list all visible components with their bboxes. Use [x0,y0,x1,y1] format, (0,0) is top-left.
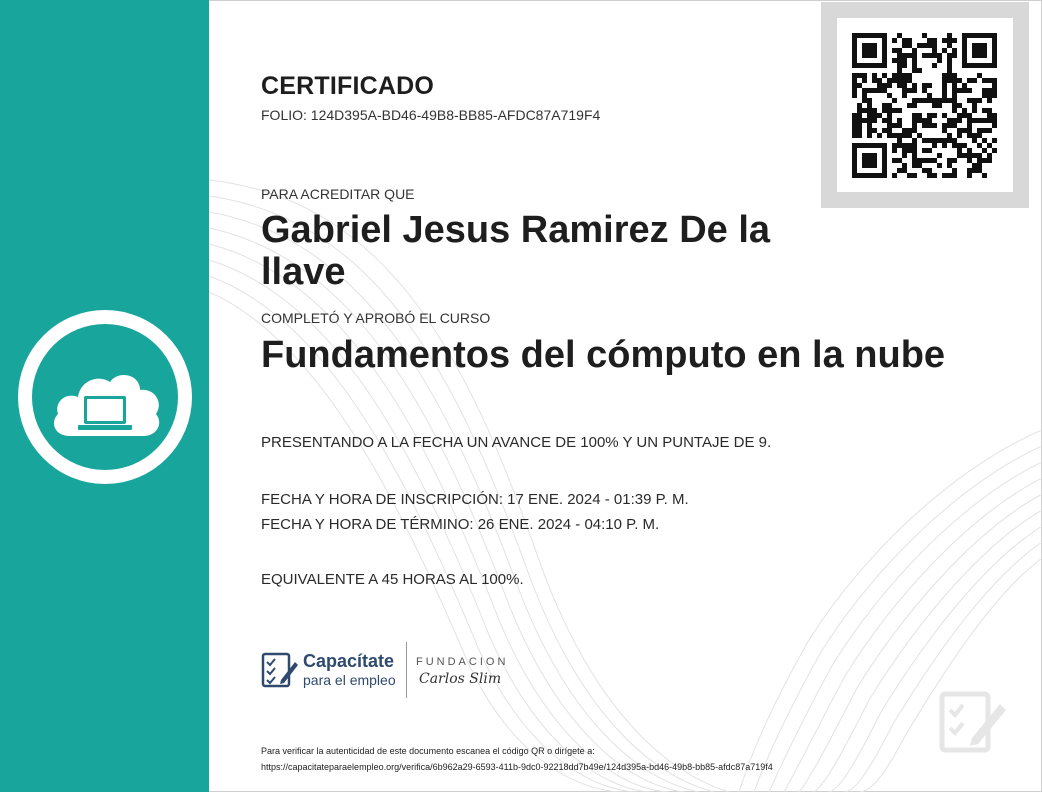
course-name: Fundamentos del cómputo en la nube [261,334,946,376]
verification-instruction: Para verificar la autenticidad de este documento escanea el código QR o dirígete a: [261,746,595,756]
certificate-title: CERTIFICADO [261,72,435,100]
completion-datetime: FECHA Y HORA DE TÉRMINO: 26 ENE. 2024 - 04:10 P. M. [261,516,660,533]
capacitate-title: Capacítate [303,651,395,671]
certificate-pen-icon [938,684,1008,756]
completed-label: COMPLETÓ Y APROBÓ EL CURSO [261,310,491,326]
verification-url[interactable]: https://capacitateparaelempleo.org/verifica/6b962a29-6593-411b-9dc0-92218dd7b49e/124d395a-bd46-49b8-bb85-afdc87a719f4 [261,762,773,772]
accredit-label: PARA ACREDITAR QUE [261,186,415,202]
qr-code-frame [821,2,1029,208]
capacitate-subtitle: para el empleo [303,672,396,688]
hours-equivalent: EQUIVALENTE A 45 HORAS AL 100%. [261,571,524,588]
partner-logos [261,642,541,698]
qr-finder-pattern [862,153,877,168]
fundacion-title: FUNDACION [416,656,509,668]
checklist-pen-icon [261,650,299,690]
enrollment-datetime: FECHA Y HORA DE INSCRIPCIÓN: 17 ENE. 2024 - 01:39 P. M. [261,491,689,508]
qr-finder-pattern [972,43,987,58]
folio-number: FOLIO: 124D395A-BD46-49B8-BB85-AFDC87A719F4 [261,107,601,123]
qr-finder-pattern [862,43,877,58]
course-badge [18,310,192,484]
recipient-name: Gabriel Jesus Ramirez De la llave [261,209,771,293]
qr-code [837,18,1013,192]
progress-text: PRESENTANDO A LA FECHA UN AVANCE DE 100% Y UN PUNTAJE DE 9. [261,434,772,451]
logo-divider [406,642,407,698]
fundacion-signature: Carlos Slim [419,671,502,687]
cloud-laptop-icon [32,324,178,470]
